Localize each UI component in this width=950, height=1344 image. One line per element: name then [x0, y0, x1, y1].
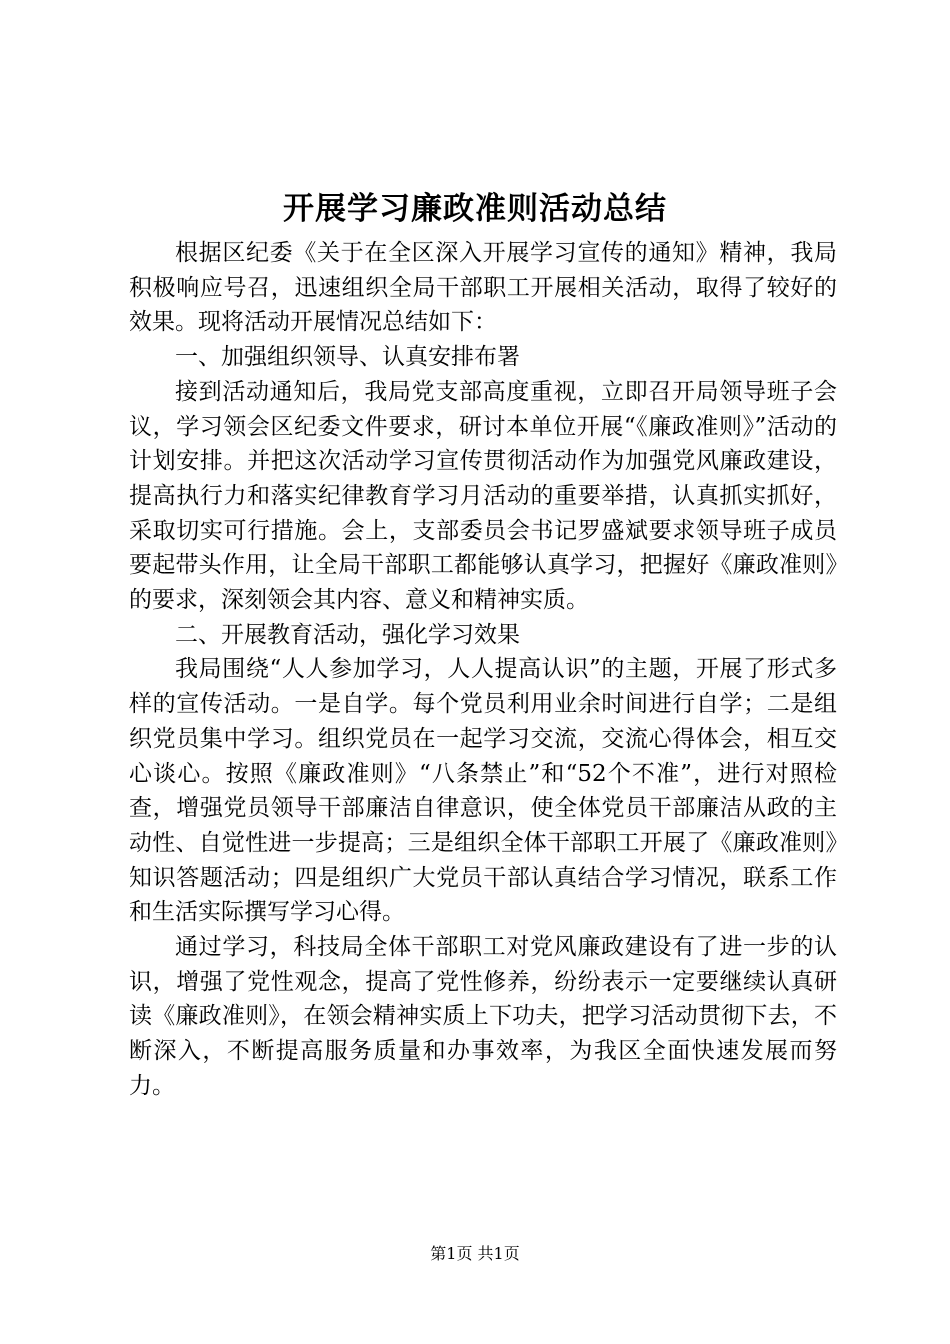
page-footer: 第1页 共1页 [430, 1244, 520, 1263]
document-title: 开展学习廉政准则活动总结 [283, 191, 667, 227]
intro-paragraph: 根据区纪委《关于在全区深入开展学习宣传的通知》精神，我局积极响应号召，迅速组织全局干部职工开展相关活动，取得了较好的效果。现将活动开展情况总结如下： [129, 240, 837, 336]
section-heading-2: 二、开展教育活动，强化学习效果 [175, 621, 520, 648]
section-heading-1: 一、加强组织领导、认真安排布署 [175, 344, 520, 371]
section-1-paragraph: 接到活动通知后，我局党支部高度重视，立即召开局领导班子会议，学习领会区纪委文件要求，研讨本单位开展“《廉政准则》”活动的计划安排。并把这次活动学习宣传贯彻活动作为加强党风廉政建设，提高执行力和落实纪律教育学习月活动的重要举措，认真抓实抓好，采取切实可行措施。会上，支部委员会书记罗盛斌要求领导班子成员要起带头作用，让全局干部职工都能够认真学习，把握好《廉政准则》的要求，深刻领会其内容、意义和精神实质。 [129, 378, 837, 614]
section-2-paragraph: 我局围绕“人人参加学习，人人提高认识”的主题，开展了形式多样的宣传活动。一是自学。每个党员利用业余时间进行自学；二是组织党员集中学习。组织党员在一起学习交流，交流心得体会，相互交心谈心。按照《廉政准则》“八条禁止”和“52个不准”，进行对照检查，增强党员领导干部廉洁自律意识，使全体党员干部廉洁从政的主动性、自觉性进一步提高；三是组织全体干部职工开展了《廉政准则》知识答题活动；四是组织广大党员干部认真结合学习情况，联系工作和生活实际撰写学习心得。 [129, 656, 837, 926]
document-body [129, 236, 837, 1104]
conclusion-paragraph: 通过学习，科技局全体干部职工对党风廉政建设有了进一步的认识，增强了党性观念，提高了党性修养，纷纷表示一定要继续认真研读《廉政准则》，在领会精神实质上下功夫，把学习活动贯彻下去，不断深入，不断提高服务质量和办事效率，为我区全面快速发展而努力。 [129, 934, 837, 1099]
